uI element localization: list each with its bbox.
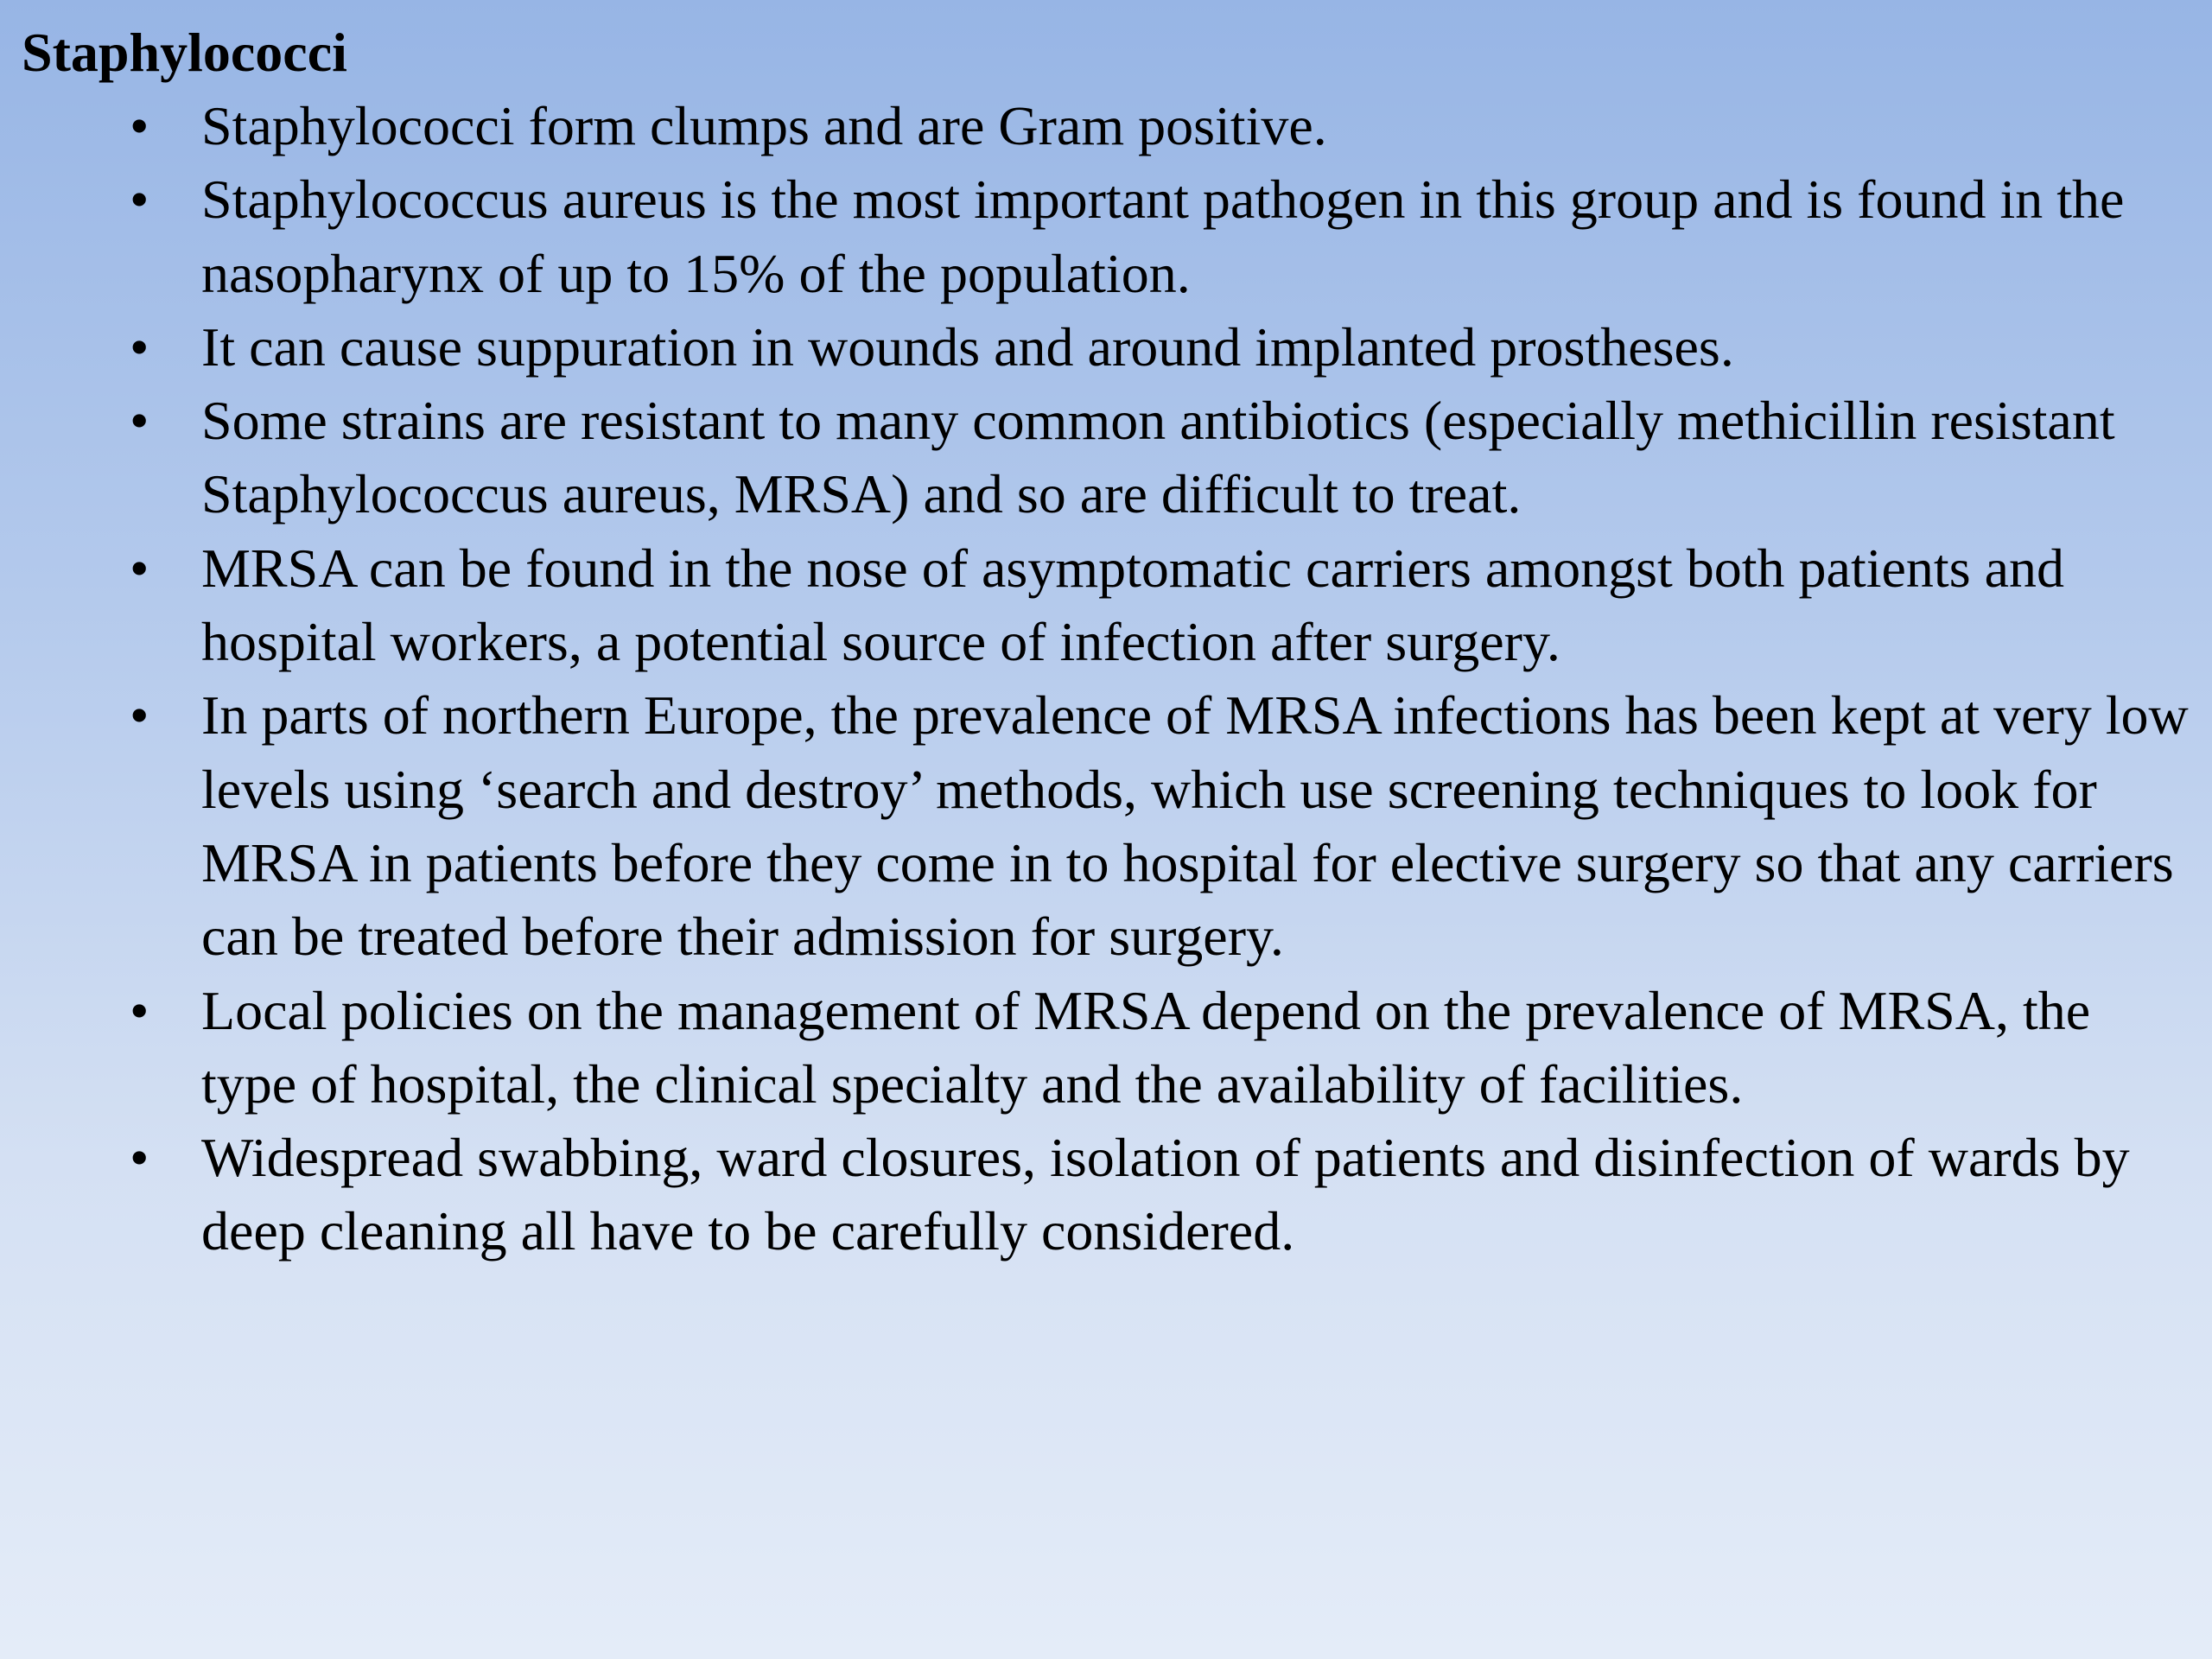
list-item bbox=[0, 531, 2193, 679]
slide-title: Staphylococci bbox=[22, 22, 347, 83]
bullet-icon: • bbox=[130, 315, 149, 378]
list-item bbox=[0, 974, 2193, 1122]
list-item bbox=[0, 1121, 2193, 1268]
bullet-list bbox=[0, 89, 2212, 1268]
bullet-icon: • bbox=[130, 95, 149, 156]
bullet-text: Staphylococci form clumps and are Gram positive. bbox=[201, 95, 1327, 156]
bullet-text: Local policies on the management of MRSA depend on the prevalence of MRSA, the type of hospital, the clinical specialty and the availability of facilities. bbox=[201, 979, 2091, 1115]
bullet-icon: • bbox=[130, 1127, 149, 1189]
bullet-text: It can cause suppuration in wounds and around implanted prostheses. bbox=[201, 315, 1734, 378]
list-item bbox=[0, 678, 2193, 973]
list-item bbox=[0, 89, 2193, 162]
bullet-icon: • bbox=[130, 390, 149, 452]
list-item bbox=[0, 310, 2193, 384]
bullet-text: Some strains are resistant to many common antibiotics (especially methicillin resistant Staphylococcus aureus, MRSA) and so are difficult to treat. bbox=[201, 390, 2115, 525]
bullet-text: MRSA can be found in the nose of asymptomatic carriers amongst both patients and hospital workers, a potential source of infection after surgery. bbox=[201, 537, 2064, 673]
bullet-text: Widespread swabbing, ward closures, isolation of patients and disinfection of wards by deep cleaning all have to be carefully considered. bbox=[201, 1127, 2130, 1262]
bullet-text: In parts of northern Europe, the prevalence of MRSA infections has been kept at very low levels using ‘search and destroy’ methods, which use screening techniques to look for MRSA in patients before they come in to hospital for elective surgery so that any carriers can be treated before their admission for surgery. bbox=[201, 684, 2189, 968]
bullet-text: Staphylococcus aureus is the most important pathogen in this group and is found in the nasopharynx of up to 15% of the population. bbox=[201, 168, 2125, 304]
bullet-icon: • bbox=[130, 168, 149, 231]
bullet-icon: • bbox=[130, 684, 149, 747]
list-item bbox=[0, 384, 2193, 531]
list-item bbox=[0, 162, 2193, 310]
bullet-icon: • bbox=[130, 979, 149, 1041]
bullet-icon: • bbox=[130, 537, 149, 599]
